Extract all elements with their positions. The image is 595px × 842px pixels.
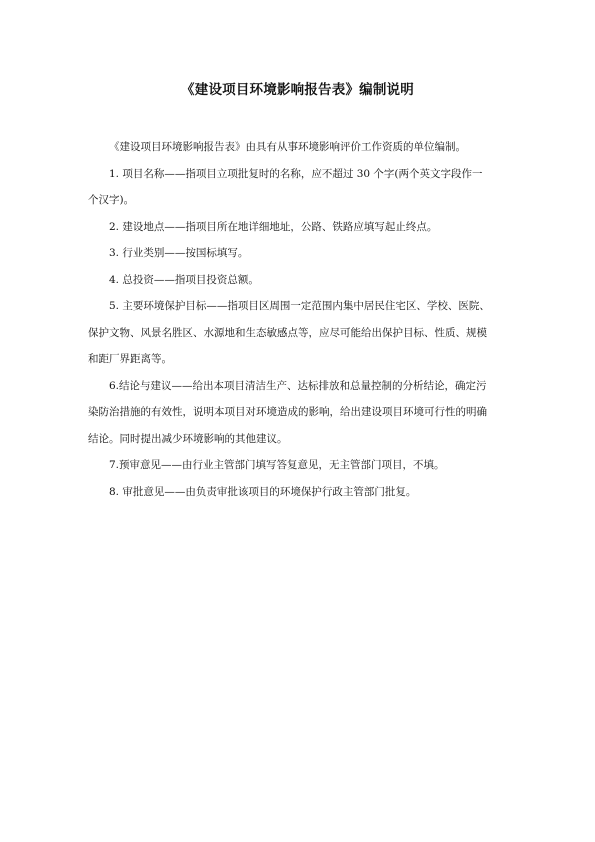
item-8-line-1: 8. 审批意见——由负责审批该项目的环境保护行政主管部门批复。 bbox=[109, 485, 417, 498]
document-body bbox=[88, 134, 528, 505]
item-5-line-1: 5. 主要环境保护目标——指项目区周围一定范围内集中居民住宅区、学校、医院、 bbox=[109, 300, 490, 312]
item-1-line-2: 个汉字)。 bbox=[88, 194, 135, 206]
item-7-line-1: 7.预审意见——由行业主管部门填写答复意见，无主管部门项目，不填。 bbox=[109, 459, 445, 471]
item-6-line-2: 染防治措施的有效性，说明本项目对环境造成的影响，给出建设项目环境可行性的明确 bbox=[88, 406, 487, 418]
page-title: 《建设项目环境影响报告表》编制说明 bbox=[181, 82, 414, 98]
item-6-line-3: 结论。同时提出减少环境影响的其他建议。 bbox=[88, 432, 288, 445]
item-1-line-1: 1. 项目名称——指项目立项批复时的名称，应不超过 30 个字(两个英文字段作一 bbox=[109, 167, 483, 180]
item-3-line-1: 3. 行业类别——按国标填写。 bbox=[109, 247, 249, 259]
item-5-line-2: 保护文物、风景名胜区、水源地和生态敏感点等，应尽可能给出保护目标、性质、规模 bbox=[88, 326, 487, 339]
item-6-line-1: 6.结论与建议——给出本项目清洁生产、达标排放和总量控制的分析结论，确定污 bbox=[109, 379, 487, 392]
item-5-line-3: 和距厂界距离等。 bbox=[88, 353, 172, 365]
item-4-line-1: 4. 总投资——指项目投资总额。 bbox=[109, 273, 259, 286]
item-2-line-1: 2. 建设地点——指项目所在地详细地址，公路、铁路应填写起止终点。 bbox=[109, 220, 438, 233]
intro-paragraph: 《建设项目环境影响报告表》由具有从事环境影响评价工作资质的单位编制。 bbox=[109, 141, 466, 153]
